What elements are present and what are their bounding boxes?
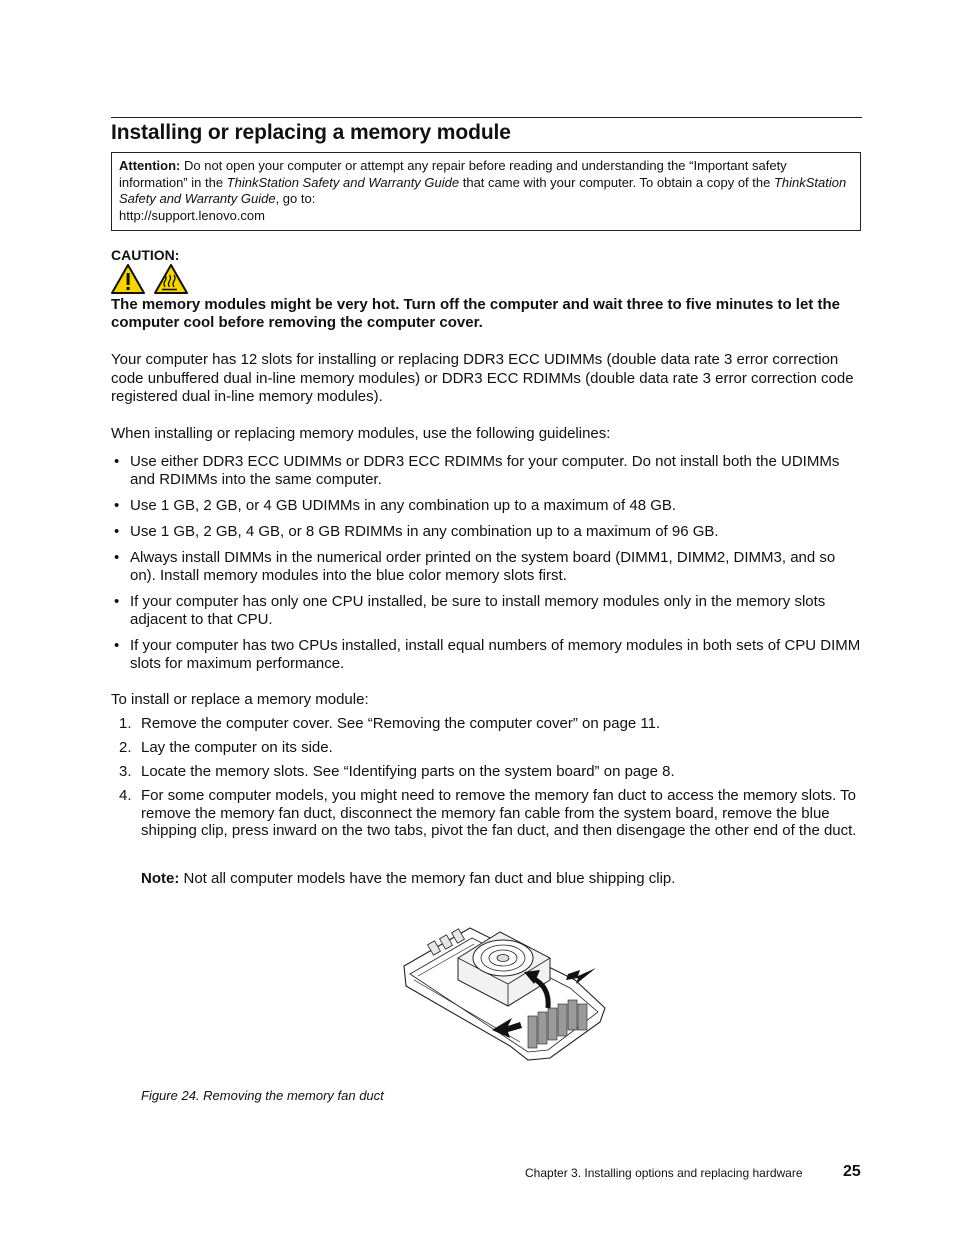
attention-text-1: Do not open your computer or attempt any repair before reading and understanding the “Important safety information” in the — [119, 158, 787, 190]
steps-list — [111, 715, 863, 846]
section-title: Installing or replacing a memory module — [111, 121, 511, 144]
note-text: Not all computer models have the memory fan duct and blue shipping clip. — [179, 870, 676, 887]
attention-label: Attention: — [119, 158, 181, 173]
step-text: Locate the memory slots. See “Identifying parts on the system board” on page 8. — [141, 763, 675, 780]
fan-duct-illustration — [400, 918, 610, 1063]
list-item: • Use 1 GB, 2 GB, 4 GB, or 8 GB RDIMMs in any combination up to a maximum of 96 GB. — [111, 523, 863, 541]
guide-title-1: ThinkStation Safety and Warranty Guide — [226, 174, 460, 190]
page-number: 25 — [843, 1163, 861, 1180]
attention-box — [111, 152, 861, 231]
step-text: Lay the computer on its side. — [141, 739, 333, 756]
list-item: • If your computer has only one CPU installed, be sure to install memory modules only in the memory slots adjacent to that CPU. — [111, 593, 863, 629]
attention-text-2: that came with your computer. To obtain a copy of the — [459, 174, 774, 190]
list-item: • If your computer has two CPUs installed, install equal numbers of memory modules in both sets of CPU DIMM slots for maximum performance. — [111, 637, 863, 673]
step-number: 1. — [119, 715, 132, 732]
caution-icons — [111, 264, 191, 294]
step-text: Remove the computer cover. See “Removing the computer cover” on page 11. — [141, 715, 661, 732]
guidelines-intro: When installing or replacing memory modules, use the following guidelines: — [111, 425, 611, 442]
step-item — [111, 763, 863, 781]
step-number: 3. — [119, 763, 132, 780]
note-label: Note: — [141, 870, 180, 887]
hot-surface-icon — [155, 265, 187, 293]
list-item: • Use 1 GB, 2 GB, or 4 GB UDIMMs in any combination up to a maximum of 48 GB. — [111, 497, 863, 515]
attention-text-3: , go to: — [275, 191, 316, 207]
step-item — [111, 739, 863, 757]
step-text: For some computer models, you might need to remove the memory fan duct to access the memory slots. To remove the memory fan duct, disconnect the memory fan cable from the system board, remove the blue shipping clip, press inward on the two tabs, pivot the fan duct, and then disengage the other end of the duct. — [141, 787, 857, 839]
step-item — [111, 715, 863, 733]
support-url: http://support.lenovo.com — [119, 207, 265, 223]
note — [141, 870, 675, 887]
header-rule — [111, 117, 862, 118]
steps-intro: To install or replace a memory module: — [111, 691, 369, 708]
figure-caption: Figure 24. Removing the memory fan duct — [141, 1088, 384, 1103]
caution-text: The memory modules might be very hot. Turn off the computer and wait three to five minutes to let the computer cool before removing the computer cover. — [111, 296, 840, 331]
footer-chapter: Chapter 3. Installing options and replacing hardware — [525, 1166, 803, 1180]
caution-label: CAUTION: — [111, 247, 180, 263]
intro-paragraph: Your computer has 12 slots for installing or replacing DDR3 ECC UDIMMs (double data rate 3 error correction code unbuffered dual in-line memory modules) or DDR3 ECC RDIMMs (double data rate 3 error correction code registered dual in-line memory modules). — [111, 351, 854, 405]
step-number: 2. — [119, 739, 132, 756]
step-item — [111, 787, 863, 840]
warning-triangle-icon — [112, 265, 144, 293]
step-number: 4. — [119, 787, 132, 804]
guidelines-list — [111, 453, 863, 681]
list-item: • Always install DIMMs in the numerical order printed on the system board (DIMM1, DIMM2, DIMM3, and so on). Install memory modules into the blue color memory slots first. — [111, 549, 863, 585]
guide-title-2: ThinkStation Safety and Warranty Guide — [119, 174, 847, 207]
list-item: • Use either DDR3 ECC UDIMMs or DDR3 ECC RDIMMs for your computer. Do not install both the UDIMMs and RDIMMs into the same computer. — [111, 453, 863, 489]
